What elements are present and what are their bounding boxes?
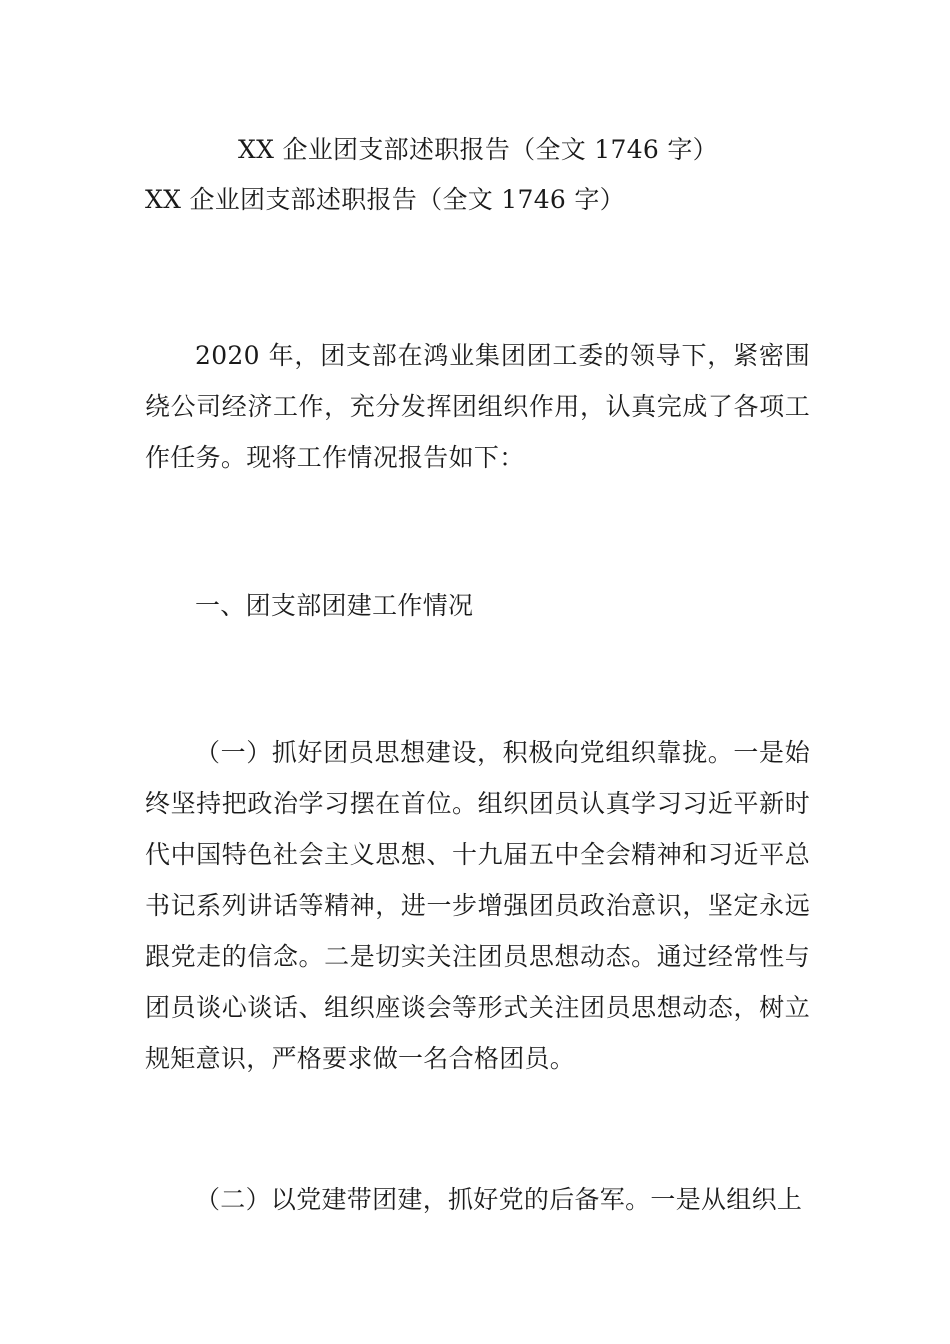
body-paragraph: （一）抓好团员思想建设，积极向党组织靠拢。一是始终坚持把政治学习摆在首位。组织团员认真学习习近平新时代中国特色社会主义思想、十九届五中全会精神和习近平总书记系列讲话等精神，进一步增强团员政治意识，坚定永远跟党走的信念。二是切实关注团员思想动态。通过经常性与团员谈心谈话、组织座谈会等形式关注团员思想动态，树立规矩意识，严格要求做一名合格团员。 bbox=[145, 738, 810, 1073]
document-title-repeat: XX 企业团支部述职报告（全文 1746 字） bbox=[145, 185, 625, 214]
body-paragraph-truncated: （二）以党建带团建，抓好党的后备军。一是从组织上 bbox=[195, 1185, 803, 1214]
document-title: XX 企业团支部述职报告（全文 1746 字） bbox=[238, 135, 718, 164]
section-heading: 一、团支部团建工作情况 bbox=[195, 591, 474, 620]
intro-paragraph: 2020 年，团支部在鸿业集团团工委的领导下，紧密围绕公司经济工作，充分发挥团组织作用，认真完成了各项工作任务。现将工作情况报告如下： bbox=[145, 341, 810, 472]
